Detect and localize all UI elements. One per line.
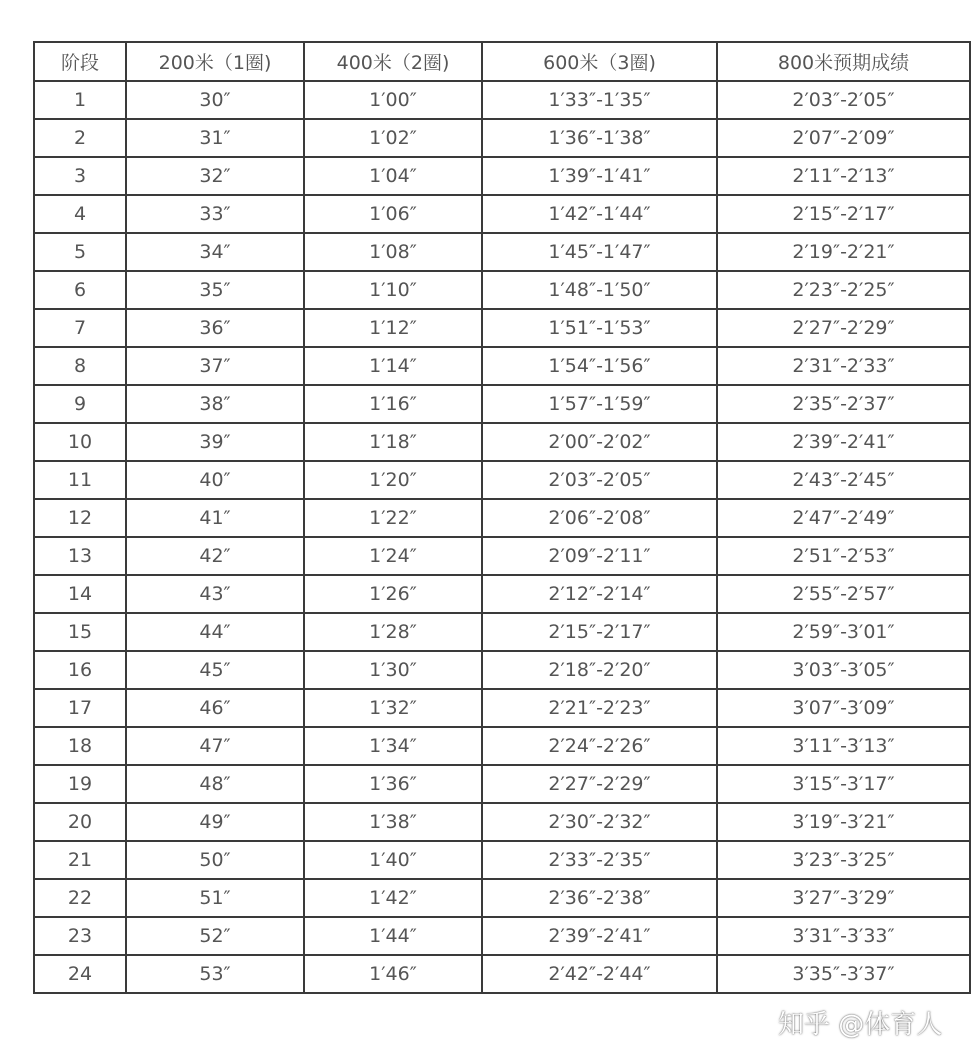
cell-200m: 44″ bbox=[126, 613, 304, 651]
cell-800m: 3′03″-3′05″ bbox=[717, 651, 970, 689]
cell-200m: 45″ bbox=[126, 651, 304, 689]
cell-stage: 15 bbox=[34, 613, 126, 651]
cell-600m: 1′36″-1′38″ bbox=[482, 119, 717, 157]
cell-800m: 2′11″-2′13″ bbox=[717, 157, 970, 195]
cell-600m: 1′51″-1′53″ bbox=[482, 309, 717, 347]
cell-stage: 3 bbox=[34, 157, 126, 195]
cell-200m: 35″ bbox=[126, 271, 304, 309]
cell-200m: 42″ bbox=[126, 537, 304, 575]
cell-600m: 2′00″-2′02″ bbox=[482, 423, 717, 461]
cell-400m: 1′06″ bbox=[304, 195, 482, 233]
cell-400m: 1′08″ bbox=[304, 233, 482, 271]
cell-stage: 23 bbox=[34, 917, 126, 955]
cell-400m: 1′38″ bbox=[304, 803, 482, 841]
cell-200m: 47″ bbox=[126, 727, 304, 765]
header-800m-expected: 800米预期成绩 bbox=[717, 42, 970, 81]
cell-800m: 2′55″-2′57″ bbox=[717, 575, 970, 613]
cell-600m: 2′06″-2′08″ bbox=[482, 499, 717, 537]
cell-200m: 51″ bbox=[126, 879, 304, 917]
cell-stage: 4 bbox=[34, 195, 126, 233]
cell-200m: 32″ bbox=[126, 157, 304, 195]
cell-400m: 1′44″ bbox=[304, 917, 482, 955]
cell-stage: 13 bbox=[34, 537, 126, 575]
cell-400m: 1′22″ bbox=[304, 499, 482, 537]
cell-600m: 2′09″-2′11″ bbox=[482, 537, 717, 575]
table-row bbox=[34, 195, 970, 233]
table-body bbox=[34, 81, 970, 993]
cell-800m: 2′15″-2′17″ bbox=[717, 195, 970, 233]
table-row bbox=[34, 309, 970, 347]
table-row bbox=[34, 271, 970, 309]
cell-600m: 1′57″-1′59″ bbox=[482, 385, 717, 423]
pace-table-container bbox=[33, 41, 971, 994]
cell-stage: 12 bbox=[34, 499, 126, 537]
cell-400m: 1′26″ bbox=[304, 575, 482, 613]
cell-800m: 2′43″-2′45″ bbox=[717, 461, 970, 499]
cell-600m: 2′27″-2′29″ bbox=[482, 765, 717, 803]
cell-400m: 1′40″ bbox=[304, 841, 482, 879]
table-row bbox=[34, 765, 970, 803]
cell-400m: 1′32″ bbox=[304, 689, 482, 727]
cell-600m: 1′54″-1′56″ bbox=[482, 347, 717, 385]
header-400m: 400米（2圈) bbox=[304, 42, 482, 81]
cell-800m: 2′35″-2′37″ bbox=[717, 385, 970, 423]
cell-800m: 2′59″-3′01″ bbox=[717, 613, 970, 651]
cell-600m: 1′39″-1′41″ bbox=[482, 157, 717, 195]
cell-600m: 1′45″-1′47″ bbox=[482, 233, 717, 271]
header-600m: 600米（3圈) bbox=[482, 42, 717, 81]
header-stage: 阶段 bbox=[34, 42, 126, 81]
cell-200m: 46″ bbox=[126, 689, 304, 727]
cell-400m: 1′24″ bbox=[304, 537, 482, 575]
cell-400m: 1′18″ bbox=[304, 423, 482, 461]
table-row bbox=[34, 423, 970, 461]
cell-200m: 49″ bbox=[126, 803, 304, 841]
cell-400m: 1′16″ bbox=[304, 385, 482, 423]
cell-400m: 1′00″ bbox=[304, 81, 482, 119]
table-row bbox=[34, 841, 970, 879]
cell-800m: 3′15″-3′17″ bbox=[717, 765, 970, 803]
cell-200m: 41″ bbox=[126, 499, 304, 537]
cell-800m: 2′03″-2′05″ bbox=[717, 81, 970, 119]
table-row bbox=[34, 385, 970, 423]
cell-600m: 1′42″-1′44″ bbox=[482, 195, 717, 233]
cell-stage: 18 bbox=[34, 727, 126, 765]
cell-600m: 1′33″-1′35″ bbox=[482, 81, 717, 119]
cell-200m: 53″ bbox=[126, 955, 304, 993]
cell-stage: 22 bbox=[34, 879, 126, 917]
cell-600m: 2′42″-2′44″ bbox=[482, 955, 717, 993]
cell-600m: 2′33″-2′35″ bbox=[482, 841, 717, 879]
cell-800m: 3′35″-3′37″ bbox=[717, 955, 970, 993]
cell-400m: 1′28″ bbox=[304, 613, 482, 651]
cell-stage: 14 bbox=[34, 575, 126, 613]
cell-stage: 8 bbox=[34, 347, 126, 385]
cell-600m: 2′39″-2′41″ bbox=[482, 917, 717, 955]
pace-table bbox=[33, 41, 971, 994]
cell-400m: 1′30″ bbox=[304, 651, 482, 689]
cell-200m: 39″ bbox=[126, 423, 304, 461]
cell-800m: 2′47″-2′49″ bbox=[717, 499, 970, 537]
cell-200m: 50″ bbox=[126, 841, 304, 879]
cell-stage: 19 bbox=[34, 765, 126, 803]
table-row bbox=[34, 81, 970, 119]
cell-600m: 2′12″-2′14″ bbox=[482, 575, 717, 613]
cell-200m: 52″ bbox=[126, 917, 304, 955]
table-header-row bbox=[34, 42, 970, 81]
cell-stage: 21 bbox=[34, 841, 126, 879]
cell-800m: 3′23″-3′25″ bbox=[717, 841, 970, 879]
cell-stage: 11 bbox=[34, 461, 126, 499]
cell-800m: 3′11″-3′13″ bbox=[717, 727, 970, 765]
cell-200m: 36″ bbox=[126, 309, 304, 347]
header-200m: 200米（1圈) bbox=[126, 42, 304, 81]
cell-stage: 17 bbox=[34, 689, 126, 727]
cell-stage: 5 bbox=[34, 233, 126, 271]
cell-stage: 20 bbox=[34, 803, 126, 841]
cell-800m: 3′31″-3′33″ bbox=[717, 917, 970, 955]
table-row bbox=[34, 727, 970, 765]
cell-stage: 2 bbox=[34, 119, 126, 157]
cell-200m: 43″ bbox=[126, 575, 304, 613]
cell-400m: 1′02″ bbox=[304, 119, 482, 157]
cell-800m: 2′31″-2′33″ bbox=[717, 347, 970, 385]
cell-800m: 2′19″-2′21″ bbox=[717, 233, 970, 271]
table-row bbox=[34, 119, 970, 157]
table-row bbox=[34, 651, 970, 689]
cell-200m: 40″ bbox=[126, 461, 304, 499]
table-row bbox=[34, 879, 970, 917]
table-row bbox=[34, 157, 970, 195]
cell-600m: 2′18″-2′20″ bbox=[482, 651, 717, 689]
cell-800m: 2′27″-2′29″ bbox=[717, 309, 970, 347]
cell-stage: 10 bbox=[34, 423, 126, 461]
cell-600m: 2′03″-2′05″ bbox=[482, 461, 717, 499]
cell-200m: 30″ bbox=[126, 81, 304, 119]
cell-200m: 37″ bbox=[126, 347, 304, 385]
cell-600m: 2′21″-2′23″ bbox=[482, 689, 717, 727]
cell-400m: 1′10″ bbox=[304, 271, 482, 309]
cell-800m: 3′07″-3′09″ bbox=[717, 689, 970, 727]
cell-600m: 2′30″-2′32″ bbox=[482, 803, 717, 841]
cell-600m: 1′48″-1′50″ bbox=[482, 271, 717, 309]
cell-200m: 31″ bbox=[126, 119, 304, 157]
cell-600m: 2′24″-2′26″ bbox=[482, 727, 717, 765]
cell-stage: 16 bbox=[34, 651, 126, 689]
table-row bbox=[34, 499, 970, 537]
table-row bbox=[34, 803, 970, 841]
cell-800m: 3′27″-3′29″ bbox=[717, 879, 970, 917]
cell-400m: 1′34″ bbox=[304, 727, 482, 765]
cell-stage: 1 bbox=[34, 81, 126, 119]
cell-400m: 1′46″ bbox=[304, 955, 482, 993]
cell-800m: 3′19″-3′21″ bbox=[717, 803, 970, 841]
cell-600m: 2′36″-2′38″ bbox=[482, 879, 717, 917]
cell-200m: 33″ bbox=[126, 195, 304, 233]
cell-800m: 2′23″-2′25″ bbox=[717, 271, 970, 309]
cell-800m: 2′51″-2′53″ bbox=[717, 537, 970, 575]
cell-stage: 24 bbox=[34, 955, 126, 993]
cell-400m: 1′20″ bbox=[304, 461, 482, 499]
cell-200m: 48″ bbox=[126, 765, 304, 803]
cell-stage: 6 bbox=[34, 271, 126, 309]
table-row bbox=[34, 689, 970, 727]
table-row bbox=[34, 955, 970, 993]
cell-400m: 1′12″ bbox=[304, 309, 482, 347]
cell-600m: 2′15″-2′17″ bbox=[482, 613, 717, 651]
watermark: 知乎 @体育人 bbox=[778, 1010, 943, 1040]
table-row bbox=[34, 537, 970, 575]
table-row bbox=[34, 613, 970, 651]
cell-stage: 9 bbox=[34, 385, 126, 423]
cell-400m: 1′04″ bbox=[304, 157, 482, 195]
table-row bbox=[34, 347, 970, 385]
cell-800m: 2′39″-2′41″ bbox=[717, 423, 970, 461]
table-row bbox=[34, 917, 970, 955]
cell-400m: 1′14″ bbox=[304, 347, 482, 385]
cell-200m: 38″ bbox=[126, 385, 304, 423]
table-row bbox=[34, 233, 970, 271]
cell-200m: 34″ bbox=[126, 233, 304, 271]
cell-400m: 1′36″ bbox=[304, 765, 482, 803]
table-row bbox=[34, 461, 970, 499]
cell-400m: 1′42″ bbox=[304, 879, 482, 917]
cell-stage: 7 bbox=[34, 309, 126, 347]
cell-800m: 2′07″-2′09″ bbox=[717, 119, 970, 157]
table-row bbox=[34, 575, 970, 613]
